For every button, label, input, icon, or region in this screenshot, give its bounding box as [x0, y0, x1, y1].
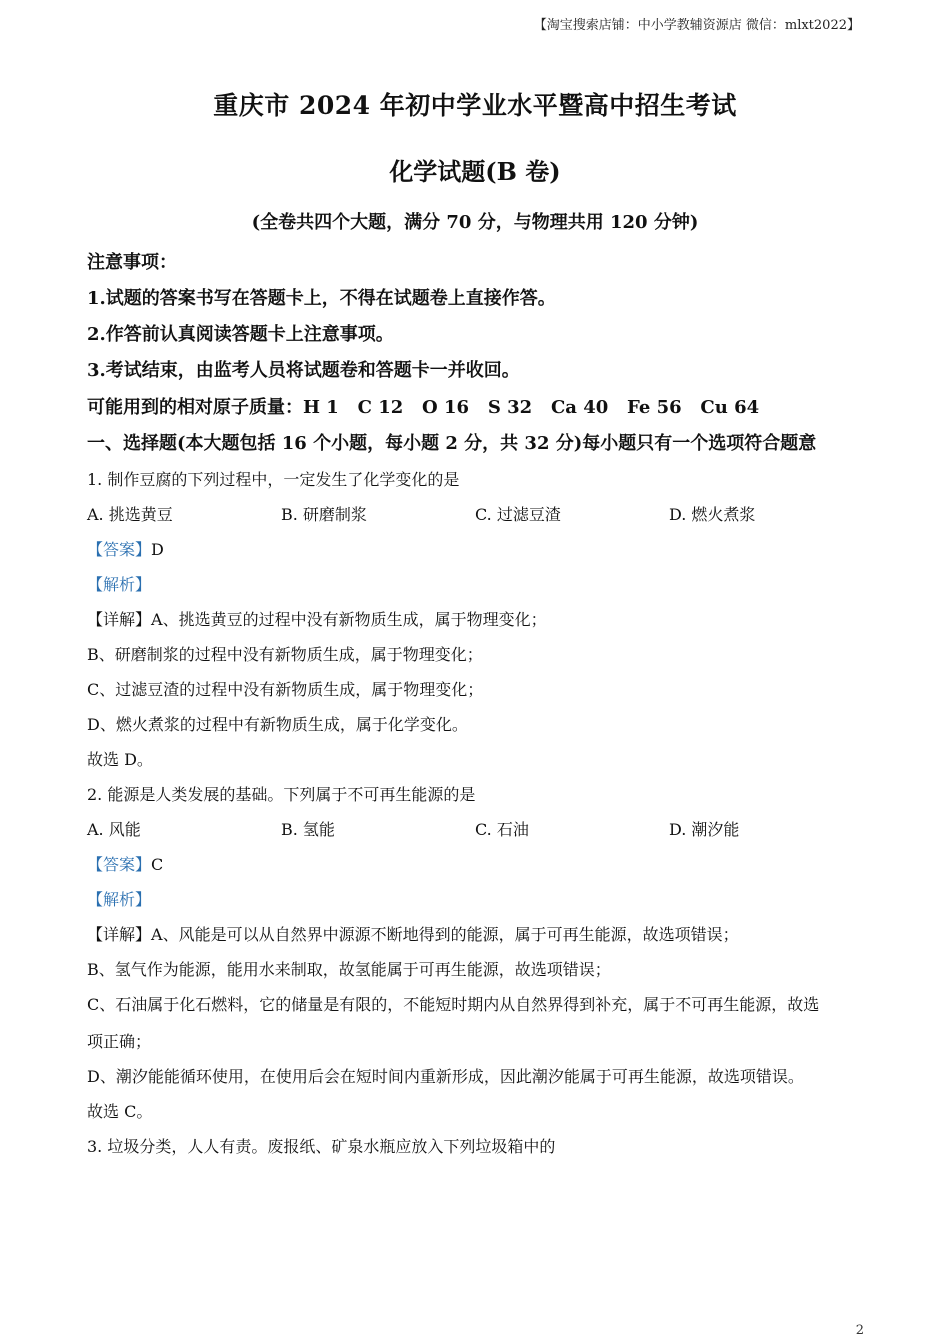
header-watermark: 【淘宝搜索店铺：中小学教辅资源店 微信：mlxt2022】	[533, 18, 860, 33]
exam-meta: (全卷共四个大题，满分 70 分，与物理共用 120 分钟)	[251, 212, 699, 233]
analysis-tag: 【解析】	[87, 890, 152, 909]
atomic-mass-line: 可能用到的相对原子质量：H 1 C 12 O 16 S 32 Ca 40 Fe 56 Cu 64	[87, 397, 760, 418]
analysis-tag: 【解析】	[87, 575, 152, 594]
answer-tag: 【答案】	[87, 855, 152, 874]
section-heading: 一、选择题(本大题包括 16 个小题，每小题 2 分，共 32 分)每小题只有一个选项符合题意	[87, 433, 817, 454]
question-3-stem: 3. 垃圾分类，人人有责。废报纸、矿泉水瓶应放入下列垃圾箱中的	[87, 1137, 556, 1156]
exam-subtitle: 化学试题(B 卷)	[389, 157, 561, 186]
option-b: B. 氢能	[281, 820, 335, 839]
notice-item: 2.作答前认真阅读答题卡上注意事项。	[87, 324, 394, 345]
detail-line: B、研磨制浆的过程中没有新物质生成，属于物理变化；	[87, 645, 483, 664]
detail-tag: 【详解】	[87, 610, 152, 629]
answer-value: D	[151, 540, 164, 559]
question-2-answer	[87, 852, 163, 875]
detail-line: C、石油属于化石燃料，它的储量是有限的，不能短时期内从自然界得到补充，属于不可再生能源，故选	[87, 995, 820, 1014]
answer-tag: 【答案】	[87, 540, 152, 559]
exam-title: 重庆市 2024 年初中学业水平暨高中招生考试	[213, 91, 737, 120]
notice-item: 3.考试结束，由监考人员将试题卷和答题卡一并收回。	[87, 360, 520, 381]
detail-line: B、氢气作为能源，能用水来制取，故氢能属于可再生能源，故选项错误；	[87, 960, 611, 979]
detail-line: D、潮汐能能循环使用，在使用后会在短时间内重新形成，因此潮汐能属于可再生能源，故选项错误。	[87, 1067, 804, 1086]
question-1-options	[87, 502, 867, 525]
detail-line	[87, 607, 547, 630]
question-2-options	[87, 817, 867, 840]
conclusion-line: 故选 D。	[87, 750, 153, 769]
option-c: C. 石油	[475, 820, 529, 839]
detail-line: 项正确；	[87, 1032, 152, 1051]
question-1-answer	[87, 537, 164, 560]
notice-item: 1.试题的答案书写在答题卡上，不得在试题卷上直接作答。	[87, 288, 556, 309]
detail-text: A、挑选黄豆的过程中没有新物质生成，属于物理变化；	[151, 610, 547, 629]
option-d: D. 潮汐能	[669, 820, 740, 839]
detail-line: C、过滤豆渣的过程中没有新物质生成，属于物理变化；	[87, 680, 484, 699]
option-d: D. 燃火煮浆	[669, 505, 756, 524]
option-a: A. 挑选黄豆	[87, 505, 173, 524]
detail-line: D、燃火煮浆的过程中有新物质生成，属于化学变化。	[87, 715, 468, 734]
answer-value: C	[151, 855, 164, 874]
detail-tag: 【详解】	[87, 925, 152, 944]
conclusion-line: 故选 C。	[87, 1102, 153, 1121]
question-1-stem: 1. 制作豆腐的下列过程中，一定发生了化学变化的是	[87, 470, 460, 489]
option-a: A. 风能	[87, 820, 141, 839]
page-number: 2	[855, 1323, 864, 1338]
detail-line	[87, 922, 739, 945]
notice-heading: 注意事项：	[87, 252, 177, 273]
option-c: C. 过滤豆渣	[475, 505, 561, 524]
option-b: B. 研磨制浆	[281, 505, 367, 524]
question-2-stem: 2. 能源是人类发展的基础。下列属于不可再生能源的是	[87, 785, 476, 804]
detail-text: A、风能是可以从自然界中源源不断地得到的能源，属于可再生能源，故选项错误；	[151, 925, 739, 944]
